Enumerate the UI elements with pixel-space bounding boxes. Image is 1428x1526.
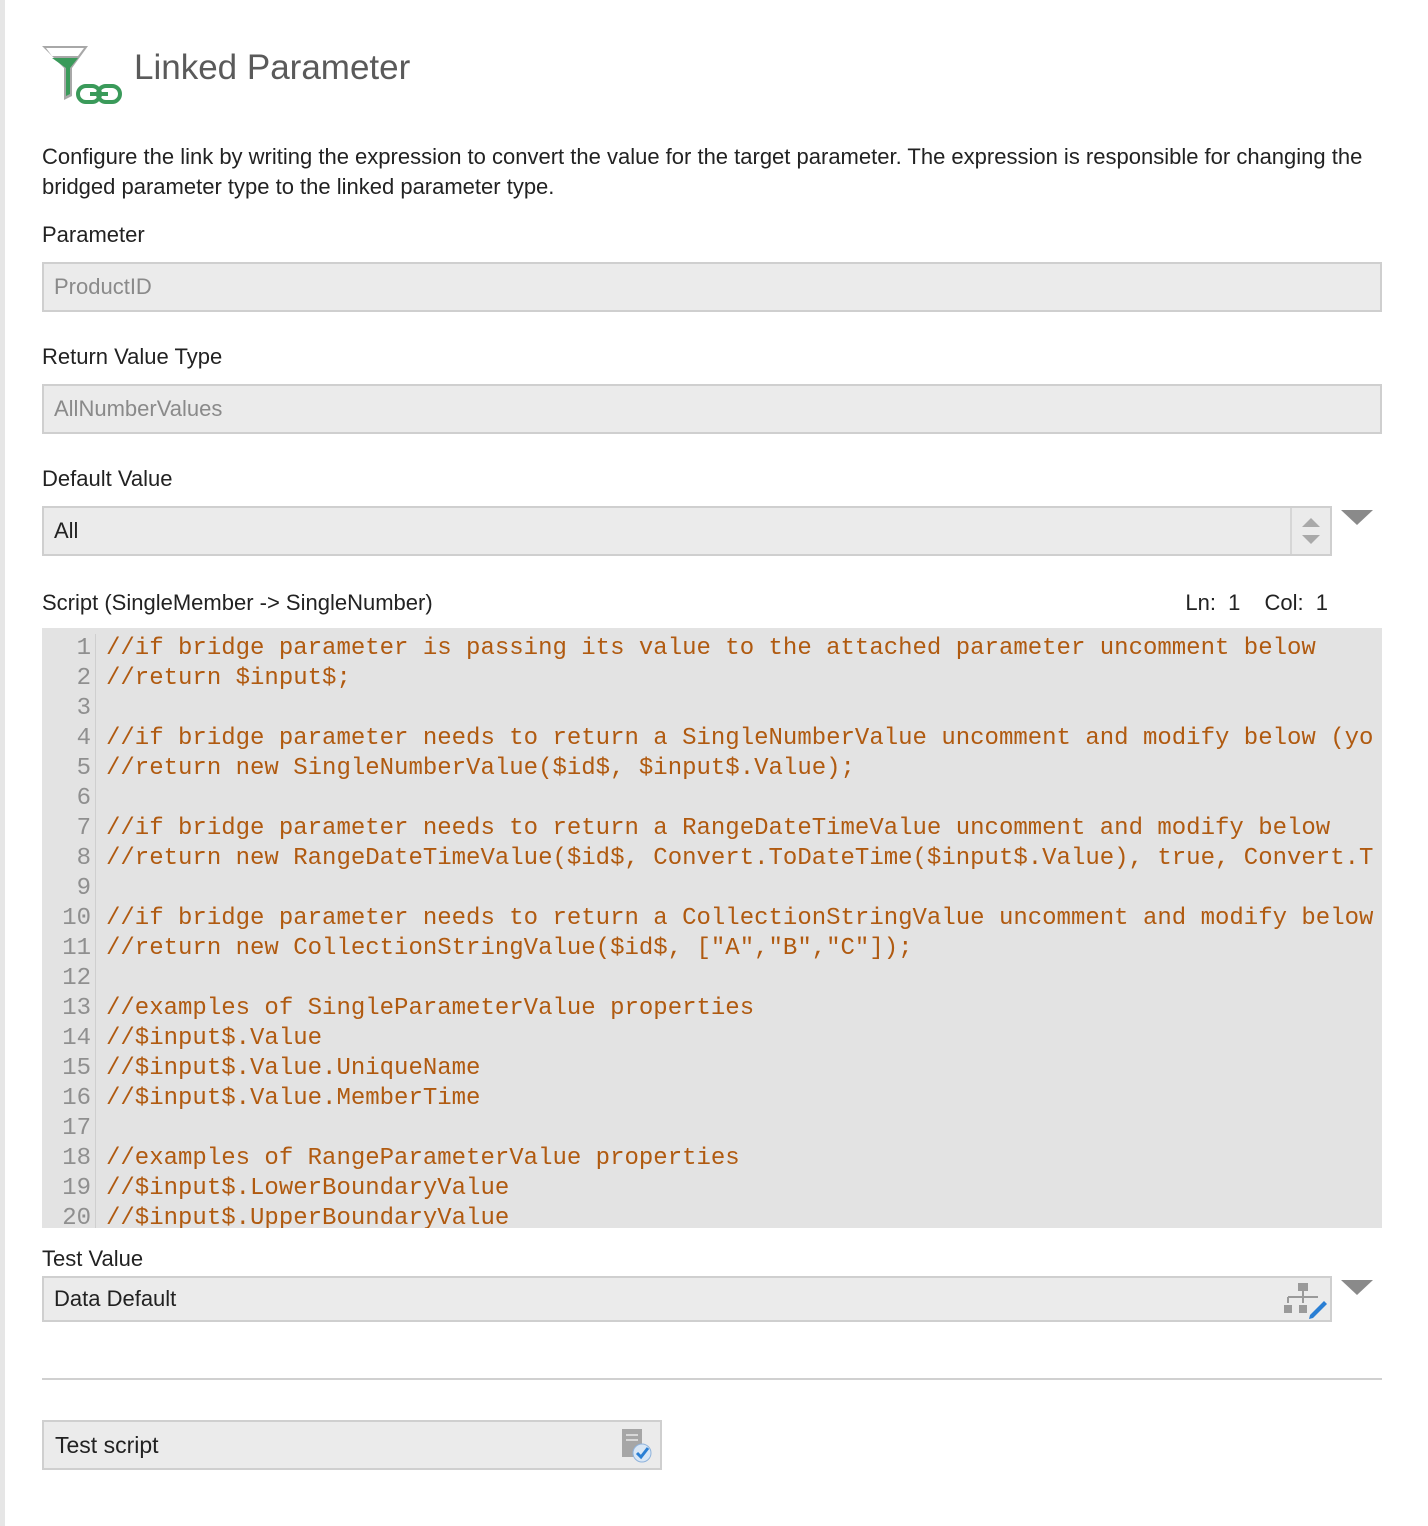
- default-value-text: All: [54, 518, 79, 543]
- line-number: 4: [42, 724, 96, 754]
- test-value-field[interactable]: [42, 1276, 1332, 1322]
- code-line[interactable]: [42, 1054, 1382, 1084]
- code-line[interactable]: [42, 934, 1382, 964]
- code-text[interactable]: //return new RangeDateTimeValue($id$, Convert.ToDateTime($input$.Value), true, Convert.T: [106, 845, 1374, 872]
- code-line[interactable]: [42, 1084, 1382, 1114]
- code-line[interactable]: [42, 904, 1382, 934]
- code-line[interactable]: [42, 994, 1382, 1024]
- line-number: 7: [42, 814, 96, 844]
- code-line[interactable]: [42, 1024, 1382, 1054]
- line-number: 8: [42, 844, 96, 874]
- code-line[interactable]: [42, 634, 1382, 664]
- code-text[interactable]: [96, 1114, 106, 1144]
- line-number: 20: [42, 1204, 96, 1228]
- code-line[interactable]: [42, 844, 1382, 874]
- line-number: 17: [42, 1114, 96, 1144]
- code-line[interactable]: [42, 1174, 1382, 1204]
- line-number: 5: [42, 754, 96, 784]
- default-value-spinner[interactable]: [1290, 508, 1330, 554]
- line-number: 10: [42, 904, 96, 934]
- code-text[interactable]: //return new SingleNumberValue($id$, $input$.Value);: [106, 755, 855, 782]
- line-number: 14: [42, 1024, 96, 1054]
- page-title: Linked Parameter: [134, 48, 411, 87]
- line-number: 3: [42, 694, 96, 724]
- code-text[interactable]: //$input$.Value.MemberTime: [106, 1085, 481, 1112]
- spin-up-icon[interactable]: [1302, 518, 1320, 527]
- line-number: 19: [42, 1174, 96, 1204]
- default-value-dropdown-icon[interactable]: [1341, 510, 1373, 525]
- code-text[interactable]: [96, 964, 106, 994]
- test-value-dropdown-icon[interactable]: [1341, 1280, 1373, 1295]
- divider: [42, 1378, 1382, 1380]
- line-number: 18: [42, 1144, 96, 1174]
- code-line[interactable]: [42, 814, 1382, 844]
- code-text[interactable]: [96, 694, 106, 724]
- description-text: Configure the link by writing the expression to convert the value for the target parameter. The expression is responsible for changing the bridged parameter type to the linked parameter type.: [42, 144, 1363, 199]
- page-header: [42, 42, 128, 106]
- code-line[interactable]: [42, 784, 1382, 814]
- test-value-text: Data Default: [54, 1286, 177, 1311]
- code-line[interactable]: [42, 1204, 1382, 1228]
- return-value-type-label: Return Value Type: [42, 344, 223, 369]
- code-line[interactable]: [42, 754, 1382, 784]
- code-text[interactable]: //if bridge parameter needs to return a CollectionStringValue uncomment and modify below: [106, 905, 1374, 932]
- line-number: 13: [42, 994, 96, 1024]
- ln-label: Ln:: [1185, 590, 1216, 615]
- code-text[interactable]: //if bridge parameter is passing its value to the attached parameter uncomment below: [106, 635, 1316, 662]
- test-script-button[interactable]: [42, 1420, 662, 1470]
- cursor-position: [1179, 590, 1328, 616]
- code-text[interactable]: //$input$.Value: [106, 1025, 323, 1052]
- code-text[interactable]: //return new CollectionStringValue($id$, ["A","B","C"]);: [106, 935, 913, 962]
- code-line[interactable]: [42, 724, 1382, 754]
- line-number: 9: [42, 874, 96, 904]
- code-text[interactable]: //$input$.LowerBoundaryValue: [106, 1175, 510, 1202]
- code-line[interactable]: [42, 1114, 1382, 1144]
- col-label: Col:: [1264, 590, 1304, 615]
- check-document-icon: [616, 1425, 656, 1465]
- line-number: 6: [42, 784, 96, 814]
- code-text[interactable]: //examples of SingleParameterValue properties: [106, 995, 755, 1022]
- code-line[interactable]: [42, 1144, 1382, 1174]
- code-text[interactable]: [96, 874, 106, 904]
- linked-filter-icon: [42, 42, 128, 106]
- code-line[interactable]: [42, 664, 1382, 694]
- parameter-field: ProductID: [42, 262, 1382, 312]
- code-text[interactable]: //$input$.UpperBoundaryValue: [106, 1205, 510, 1228]
- line-number: 2: [42, 664, 96, 694]
- code-line[interactable]: [42, 964, 1382, 994]
- code-line[interactable]: [42, 694, 1382, 724]
- script-label: Script (SingleMember -> SingleNumber): [42, 590, 433, 615]
- code-text[interactable]: //examples of RangeParameterValue properties: [106, 1145, 740, 1172]
- return-value-type-field: AllNumberValues: [42, 384, 1382, 434]
- script-editor[interactable]: [42, 628, 1382, 1228]
- code-text[interactable]: //if bridge parameter needs to return a SingleNumberValue uncomment and modify below (yo: [106, 725, 1374, 752]
- hierarchy-edit-icon[interactable]: [1282, 1279, 1328, 1319]
- code-line[interactable]: [42, 874, 1382, 904]
- default-value-field[interactable]: [42, 506, 1332, 556]
- col-value: 1: [1315, 590, 1328, 615]
- code-text[interactable]: //$input$.Value.UniqueName: [106, 1055, 481, 1082]
- spin-down-icon[interactable]: [1302, 535, 1320, 544]
- window-edge: [0, 0, 5, 1526]
- default-value-label: Default Value: [42, 466, 173, 491]
- code-text[interactable]: //return $input$;: [106, 665, 351, 692]
- test-value-label: Test Value: [42, 1246, 144, 1271]
- line-number: 15: [42, 1054, 96, 1084]
- line-number: 12: [42, 964, 96, 994]
- line-number: 1: [42, 634, 96, 664]
- code-text[interactable]: [96, 784, 106, 814]
- line-number: 11: [42, 934, 96, 964]
- code-text[interactable]: //if bridge parameter needs to return a RangeDateTimeValue uncomment and modify below: [106, 815, 1331, 842]
- test-script-label: Test script: [55, 1431, 159, 1458]
- parameter-label: Parameter: [42, 222, 145, 247]
- line-number: 16: [42, 1084, 96, 1114]
- ln-value: 1: [1228, 590, 1241, 615]
